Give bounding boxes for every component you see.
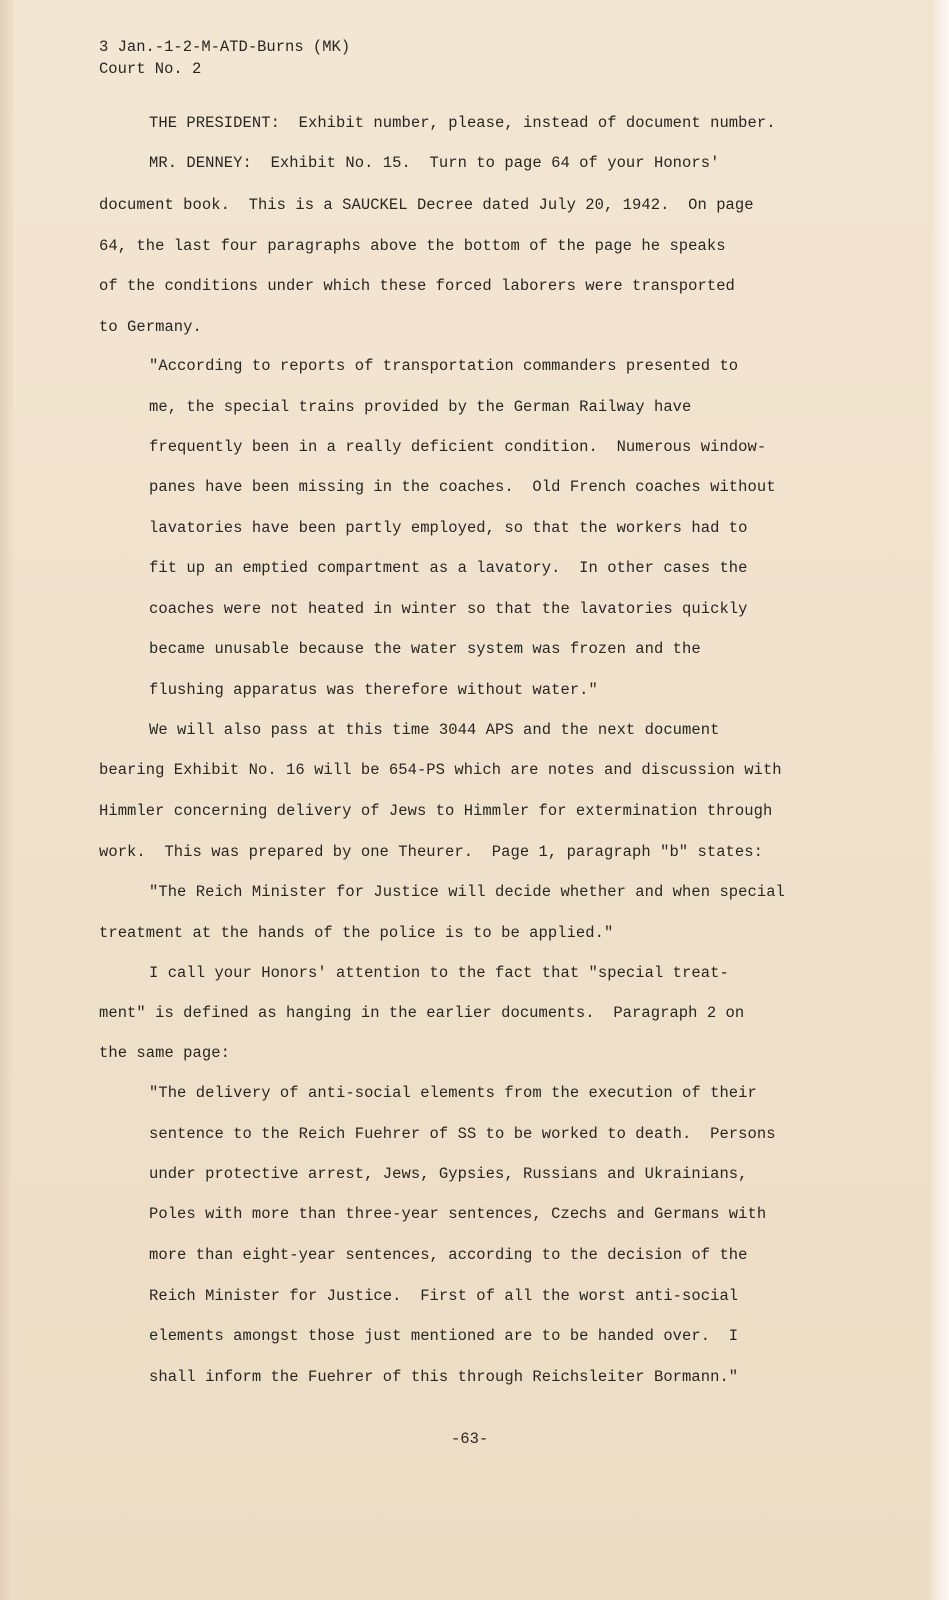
body-line: I call your Honors' attention to the fact that "special treat-: [149, 964, 729, 982]
quote-line: under protective arrest, Jews, Gypsies, Russians and Ukrainians,: [149, 1165, 748, 1183]
quote-line: shall inform the Fuehrer of this through Reichsleiter Bormann.": [149, 1368, 739, 1386]
quote-line: coaches were not heated in winter so that the lavatories quickly: [149, 600, 748, 618]
quote-line: "The delivery of anti-social elements from the execution of their: [149, 1084, 757, 1102]
body-line: the same page:: [99, 1044, 230, 1062]
body-line: Himmler concerning delivery of Jews to Himmler for extermination through: [99, 802, 773, 820]
page-edge: [929, 0, 949, 1600]
body-line: to Germany.: [99, 318, 202, 336]
quote-line: more than eight-year sentences, according to the decision of the: [149, 1246, 748, 1264]
quote-line: elements amongst those just mentioned are to be handed over. I: [149, 1327, 739, 1345]
document-header: [99, 36, 350, 80]
body-line: ment" is defined as hanging in the earlier documents. Paragraph 2 on: [99, 1004, 745, 1022]
quote-line: lavatories have been partly employed, so that the workers had to: [149, 519, 748, 537]
page-fold-shadow: [0, 0, 14, 1600]
body-line: THE PRESIDENT: Exhibit number, please, instead of document number.: [149, 114, 776, 132]
body-line: MR. DENNEY: Exhibit No. 15. Turn to page 64 of your Honors': [149, 154, 720, 172]
quote-line: sentence to the Reich Fuehrer of SS to be worked to death. Persons: [149, 1125, 776, 1143]
quote-line: became unusable because the water system was frozen and the: [149, 640, 701, 658]
body-line: We will also pass at this time 3044 APS and the next document: [149, 721, 720, 739]
quote-line: flushing apparatus was therefore without water.": [149, 681, 598, 699]
header-line-1: 3 Jan.-1-2-M-ATD-Burns (MK): [99, 38, 351, 56]
quote-line: panes have been missing in the coaches. Old French coaches without: [149, 478, 776, 496]
page-number: -63-: [451, 1430, 489, 1448]
body-line: of the conditions under which these forced laborers were transported: [99, 277, 735, 295]
quote-line: me, the special trains provided by the German Railway have: [149, 398, 692, 416]
quote-line: Reich Minister for Justice. First of all the worst anti-social: [149, 1287, 739, 1305]
body-line: bearing Exhibit No. 16 will be 654-PS which are notes and discussion with: [99, 761, 782, 779]
body-line: work. This was prepared by one Theurer. Page 1, paragraph "b" states:: [99, 843, 763, 861]
quote-line: "The Reich Minister for Justice will decide whether and when special: [149, 883, 785, 901]
body-line: document book. This is a SAUCKEL Decree dated July 20, 1942. On page: [99, 196, 754, 214]
quote-line: Poles with more than three-year sentences, Czechs and Germans with: [149, 1205, 767, 1223]
quote-line: treatment at the hands of the police is to be applied.": [99, 924, 614, 942]
quote-line: "According to reports of transportation commanders presented to: [149, 357, 739, 375]
quote-line: fit up an emptied compartment as a lavatory. In other cases the: [149, 559, 748, 577]
body-line: 64, the last four paragraphs above the bottom of the page he speaks: [99, 237, 726, 255]
header-line-2: Court No. 2: [99, 60, 202, 78]
quote-line: frequently been in a really deficient condition. Numerous window-: [149, 438, 767, 456]
